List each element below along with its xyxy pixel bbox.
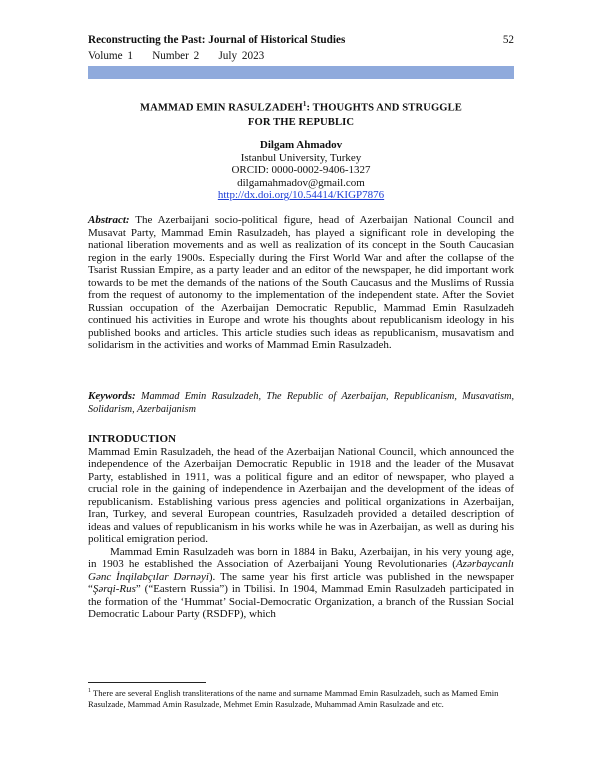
article-title [88,97,514,130]
author-affiliation: Istanbul University, Turkey [240,151,362,164]
volume: Volume 1 [88,50,133,62]
paragraph-2-part-b: ). The same year his first article was published in the newspaper “ [88,570,515,595]
introduction-paragraph-2 [88,546,514,621]
paragraph-2-part-a: Mammad Emin Rasulzadeh was born in 1884 in Baku, Azerbaijan, in his very young age, in 1903 he established the Association of Azerbaijani Young Revolutionaries ( [88,545,514,570]
footnote-mark: 1 [88,688,91,694]
title-line-1: MAMMAD EMIN RASULZADEH [140,102,303,114]
footnote-text: There are several English transliterations of the name and surname Mammad Emin Rasulzadeh, such as Mamed Emin Rasulzade, Mammad Amin Rasulzade, Mehmet Emin Rasulzade, Muhammad Amin Rasulzade and etc. [88,687,499,710]
keywords-text: Mammad Emin Rasulzadeh, The Republic of Azerbaijan, Republicanism, Musavatism, Solidarism, Azerbaijanism [88,391,515,415]
issue-number: Number 2 [152,50,200,62]
keywords [88,390,514,416]
article-title-block [88,97,514,130]
association-name: Azərbaycanlı Gənc İnqilabçılar Dərnəyi [88,558,514,583]
title-line-2: FOR THE REPUBLIC [247,116,355,128]
author-email: dilgamahmadov@gmail.com [237,176,365,189]
author-name: Dilgam Ahmadov [259,139,343,151]
introduction-paragraph-1: Mammad Emin Rasulzadeh, the head of the Azerbaijan National Council, which announced the independence of the Azerbaijan Democratic Republic in 1918 and the leader of the Musavat Party, established in 1911, was a political figure and an editor of newspaper, who played a crucial role in the gaining of independence in Azerbaijan and the development of the ideas of republicanism. Establishing various press agencies and political organizations in Azerbaijan, Iran, Turkey, and several European countries, Rasulzadeh provided a detailed description of ideas and values of republicanism in his works while he was in Azerbaijan, as well as during his political emigration period. [88,445,514,545]
title-line-1-rest: : THOUGHTS AND STRUGGLE [306,102,462,114]
newspaper-name: Şərqi-Rus [92,583,136,595]
footnote-divider [88,682,206,683]
author-orcid: ORCID: 0000-0002-9406-1327 [231,164,371,177]
abstract-text: The Azerbaijani socio-political figure, head of Azerbaijan National Council and Musavat Party, Mammad Emin Rasulzadeh, has played a significant role in developing the national liberation movements and as well as realization of its concept in the South Caucasian region in the early 1900s. Especially during the First World War and after the collapse of the Tsarist Russian Empire, as a party leader and an editor of the newspaper, he did important work towards to be met the demands of the nations of the South Caucasus and the Muslims of Russia from the request of autonomy to the implementation of the independent state. After the Soviet Russian occupation of the Azerbaijan Democratic Republic, Mammad Emin Rasulzadeh continued his activities in Europe and wrote his thoughts about republicanism ideology in his published books and articles. This article studies such ideas as republicanism, musavatism and solidarism in the activities and works of Mammad Emin Rasulzadeh. [88,214,514,351]
header-color-bar [88,66,514,79]
page-number: 52 [502,34,514,46]
title-footnote-mark[interactable]: 1 [302,100,307,108]
keywords-label: Keywords: [88,390,136,402]
footnote [88,686,514,710]
doi-link[interactable]: http://dx.doi.org/10.54414/KIGP7876 [217,189,385,202]
abstract-label: Abstract: [88,214,130,226]
journal-title: Reconstructing the Past: Journal of Historical Studies [88,34,346,46]
issue-date: July 2023 [218,50,265,62]
author-block [88,139,514,202]
abstract [88,214,514,352]
introduction-section [88,433,514,621]
introduction-heading: INTRODUCTION [88,433,177,445]
paragraph-2-part-c: ” (“Eastern Russia”) in Tbilisi. In 1904, Mammad Emin Rasulzadeh participated in the formation of the ‘Hummat’ Social-Democratic Organization, a branch of the Russian Social Democratic Labour Party (RSDFP), which [88,583,514,620]
issue-info [88,50,264,62]
